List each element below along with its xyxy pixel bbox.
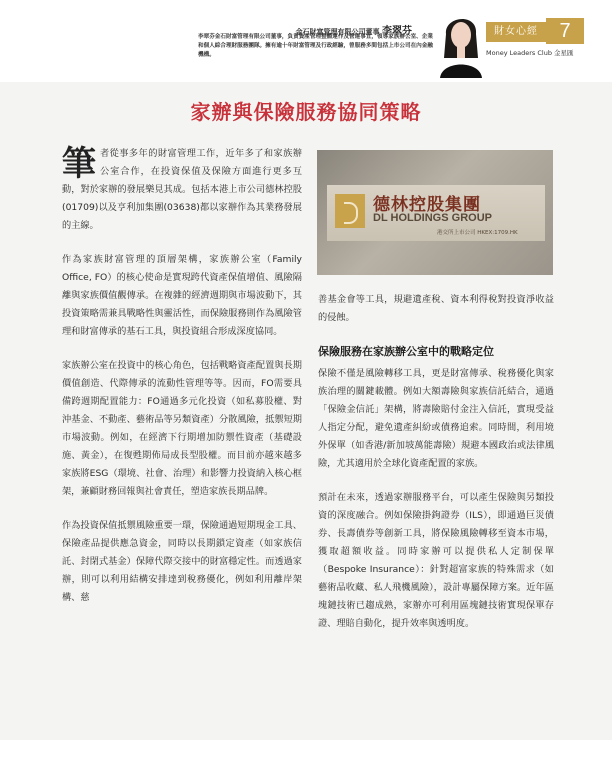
author-portrait bbox=[438, 8, 484, 78]
author-bio: 李翠芬金石財富管理有限公司董事，負責資產管理整體運作及營運事宜，領導家族辦公室、企業和個人綜合理財服務團隊。擁有逾十年財富管理及行政經驗，曾服務多間包括上市公司在內金融機構。 bbox=[198, 34, 433, 58]
paragraph: 保險不僅是風險轉移工具，更是財富傳承、稅務優化與家族治理的關鍵載體。例如大額壽險與家族信託結合，通過「保險金信託」架構，將壽險賠付金注入信託，實現受益人指定分配，避免遺產糾紛或債務追索。同時間，利用境外保單（如香港/新加坡萬能壽險）規避本國政治或法律風險，尤其適用於全球化資產配置的家族。 bbox=[318, 368, 554, 469]
sign-english: DL HOLDINGS GROUP bbox=[373, 212, 492, 224]
dl-logo-icon bbox=[335, 194, 365, 228]
paragraph: 作為家族財富管理的頂層架構，家族辦公室（Family Office, FO）的核心使命是實現跨代資產保值增值、風險隔離與家族價值觀傳承。在複雜的經濟週期與市場波動下，其投資策略需兼具戰略性與靈活性，而保險服務則作為風險管理和財富傳承的基石工具，與投資組合形成深度協同。 bbox=[62, 254, 302, 337]
paragraph: 家族辦公室在投資中的核心角色，包括戰略資產配置與長期價值創造、代際傳承的流動性管理等等。因而，FO需要具備跨週期配置能力：FO通過多元化投資（如私募股權、對沖基金、不動產、藝術品等另類資產）分散風險，抵禦短期市場波動。例如，在經濟下行期增加防禦性資產（基礎設施、黃金），在復甦期佈局成長型股權。而目前亦越來越多家族將ESG（環境、社會、治理）和影響力投資納入核心框架，兼顧財務回報與社會責任，塑造家族長期品牌。 bbox=[62, 360, 302, 497]
left-column bbox=[62, 145, 302, 623]
sign-subtitle: 港交所上市公司 HKEX:1709.HK bbox=[437, 230, 518, 236]
paragraph: 善基金會等工具，規避遺產稅、資本利得稅對投資淨收益的侵蝕。 bbox=[318, 294, 554, 323]
author-name: 李翠芬 bbox=[382, 26, 412, 37]
section-heading: 保險服務在家族辦公室中的戰略定位 bbox=[318, 345, 494, 358]
paragraph: 筆者從事多年的財富管理工作，近年多了和家族辦公室合作，在投資保值及保險方面進行更多互動，對於家辦的發展樂見其成。包括本港上市公司德林控股(01709)以及亨利加集團(03638)都以家辦作為其業務發展的主線。 bbox=[62, 144, 302, 231]
column-tab: 財女心經 bbox=[486, 22, 546, 42]
club-name: Money Leaders Club 金星匯 bbox=[486, 49, 574, 57]
page-number: 7 bbox=[546, 18, 584, 44]
dl-holdings-photo bbox=[317, 150, 553, 275]
page-header bbox=[0, 0, 612, 82]
article-title: 家辦與保險服務協同策略 bbox=[190, 100, 422, 124]
paragraph: 預計在未來，透過家辦服務平台，可以產生保險與另類投資的深度融合。例如保險掛鉤證券（ILS），即通過巨災債券、長壽債券等創新工具，將保險風險轉移至資本市場，獲取超額收益。同時家辦可以提供私人定制保單（Bespoke Insurance）：針對超富家族的特殊需求（如藝術品收藏、私人飛機風險），設計專屬保障方案。近年區塊鏈技術已趨成熟，家辦亦可利用區塊鏈技術實現保單存證、理賠自動化，提升效率與透明度。 bbox=[318, 492, 554, 629]
drop-cap: 筆 bbox=[62, 144, 96, 184]
right-column bbox=[318, 291, 554, 649]
paragraph: 作為投資保值抵禦風險重要一環，保險通過短期現金工具、保險產品提供應急資金，同時以長期鎖定資產（如家族信託、封閉式基金）保障代際交接中的財富穩定性。而透過家辦，則可以利用結構安排達到稅務優化，例如利用離岸架構、慈 bbox=[62, 520, 302, 603]
author-role: 金石財富管理有限公司董事 李翠芬 bbox=[295, 26, 412, 37]
sign-chinese: 德林控股集團 bbox=[373, 195, 481, 215]
page-footer bbox=[0, 740, 612, 768]
